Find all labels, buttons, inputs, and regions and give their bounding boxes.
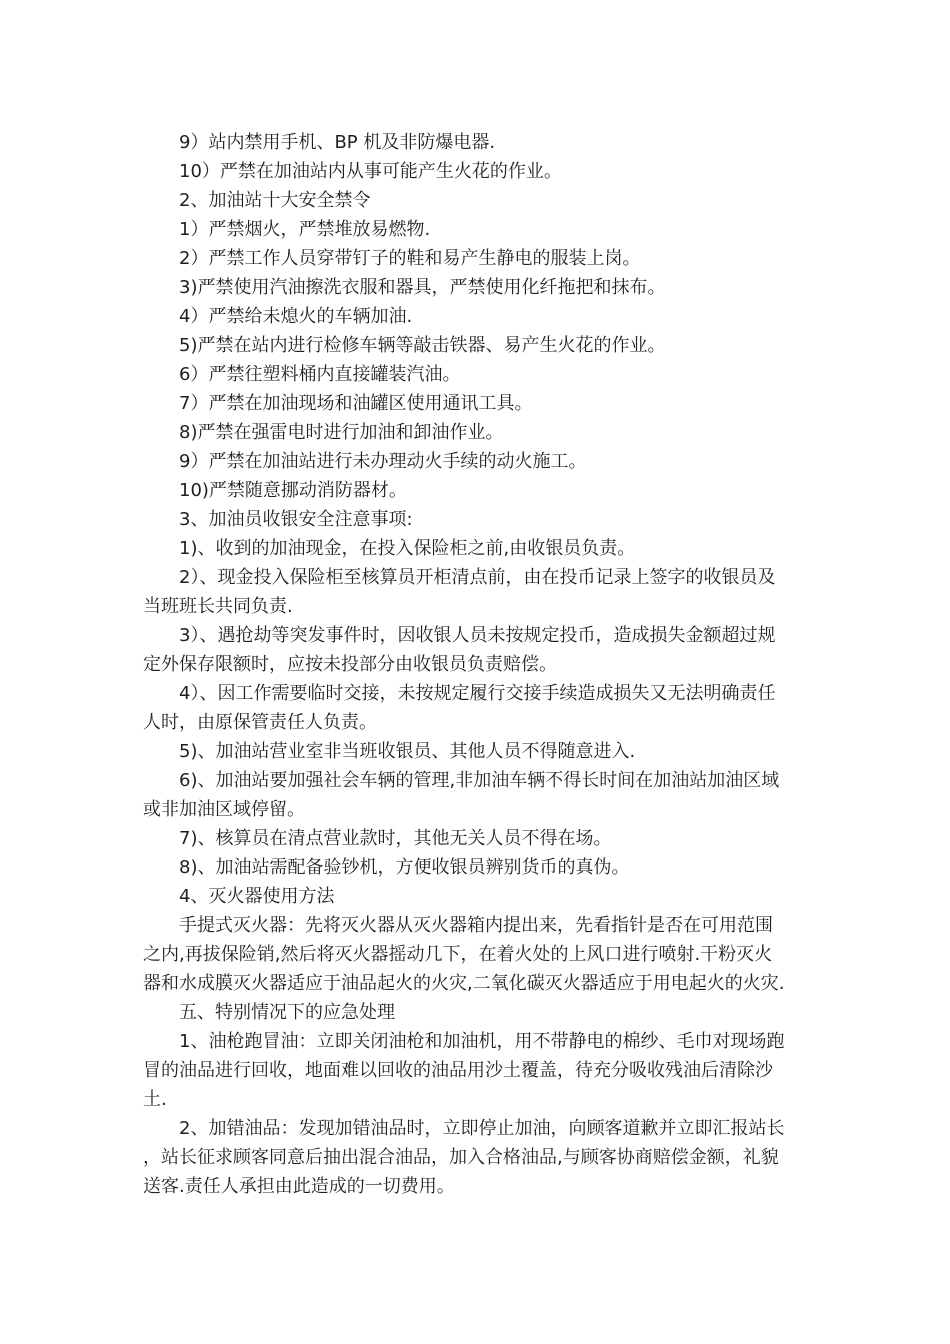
paragraph: 8)、加油站需配备验钞机，方便收银员辨别货币的真伪。 [179,857,630,878]
paragraph: 10)严禁随意挪动消防器材。 [179,480,407,501]
document-body [143,128,785,1201]
paragraph: 6)、加油站要加强社会车辆的管理,非加油车辆不得长时间在加油站加油区域或非加油区域停留。 [143,770,780,820]
paragraph: 2、加错油品：发现加错油品时，立即停止加油，向顾客道歉并立即汇报站长，站长征求顾客同意后抽出混合油品，加入合格油品,与顾客协商赔偿金额，礼貌送客.责任人承担由此造成的一切费用。 [143,1118,785,1197]
paragraph: 1、油枪跑冒油：立即关闭油枪和加油机，用不带静电的棉纱、毛巾对现场跑冒的油品进行回收，地面难以回收的油品用沙土覆盖，待充分吸收残油后清除沙土. [143,1031,785,1110]
section-heading: 3、加油员收银安全注意事项: [179,509,413,530]
paragraph: 2）、现金投入保险柜至核算员开柜清点前，由在投币记录上签字的收银员及当班班长共同负责. [143,567,776,617]
paragraph: 7）严禁在加油现场和油罐区使用通讯工具。 [179,393,533,414]
paragraph: 2）严禁工作人员穿带钉子的鞋和易产生静电的服装上岗。 [179,248,641,269]
paragraph: 手提式灭火器：先将灭火器从灭火器箱内提出来，先看指针是否在可用范围之内,再拔保险销,然后将灭火器摇动几下，在着火处的上风口进行喷射.干粉灭火器和水成膜灭火器适应于油品起火的火灾,二氧化碳灭火器适应于用电起火的火灾. [143,915,785,994]
paragraph: 8)严禁在强雷电时进行加油和卸油作业。 [179,422,504,443]
paragraph: 6）严禁往塑料桶内直接罐装汽油。 [179,364,461,385]
paragraph: 9）严禁在加油站进行未办理动火手续的动火施工。 [179,451,587,472]
paragraph: 5)、加油站营业室非当班收银员、其他人员不得随意进入. [179,741,636,762]
paragraph: 3)严禁使用汽油擦洗衣服和器具，严禁使用化纤拖把和抹布。 [179,277,666,298]
section-heading: 4、灭火器使用方法 [179,886,335,907]
paragraph: 10）严禁在加油站内从事可能产生火花的作业。 [179,161,562,182]
paragraph: 3）、遇抢劫等突发事件时，因收银人员未按规定投币，造成损失金额超过规定外保存限额时，应按未投部分由收银员负责赔偿。 [143,625,776,675]
paragraph: 4）、因工作需要临时交接，未按规定履行交接手续造成损失又无法明确责任人时，由原保管责任人负责。 [143,683,776,733]
paragraph: 1)、收到的加油现金，在投入保险柜之前,由收银员负责。 [179,538,636,559]
section-heading: 2、加油站十大安全禁令 [179,190,371,211]
paragraph: 1）严禁烟火，严禁堆放易燃物. [179,219,431,240]
paragraph: 4）严禁给未熄火的车辆加油. [179,306,413,327]
section-heading: 五、特别情况下的应急处理 [179,1002,395,1023]
paragraph: 5)严禁在站内进行检修车辆等敲击铁器、易产生火花的作业。 [179,335,666,356]
paragraph: 7)、核算员在清点营业款时，其他无关人员不得在场。 [179,828,612,849]
paragraph: 9）站内禁用手机、BP 机及非防爆电器. [179,132,496,153]
